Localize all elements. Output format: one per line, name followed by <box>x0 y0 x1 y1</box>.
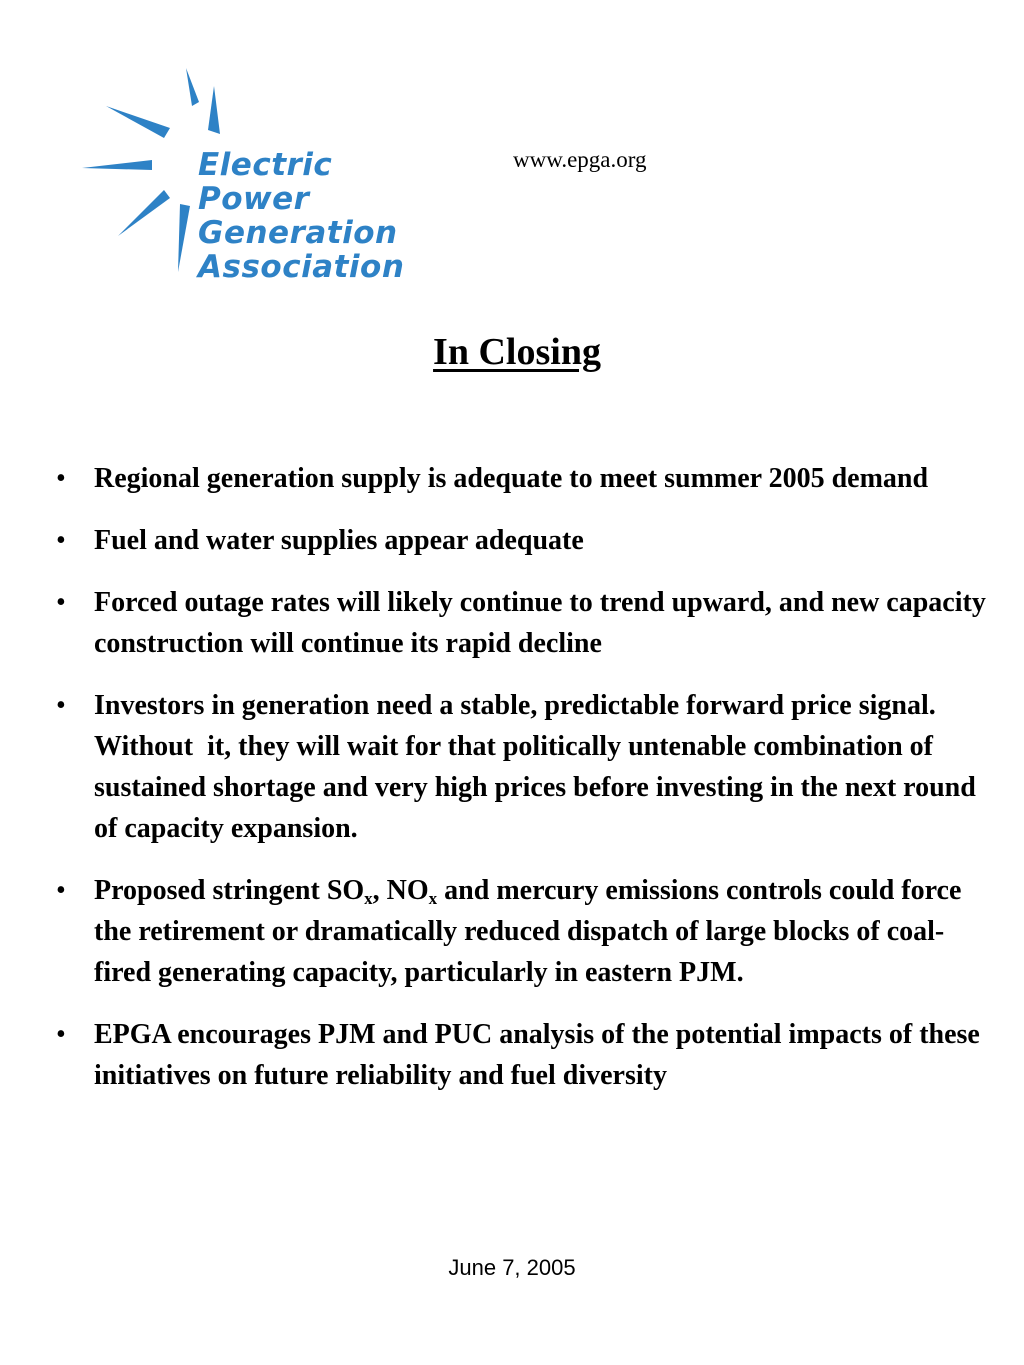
epga-logo <box>78 64 448 285</box>
bullet-item <box>56 1014 986 1096</box>
bullet-text-prefix: Proposed stringent SO <box>94 875 365 906</box>
logo-wordmark <box>198 148 404 284</box>
bullet-text: Fuel and water supplies appear adequate <box>94 525 584 556</box>
bullet-text: Forced outage rates will likely continue to trend upward, and new capacity construction will continue its rapid decline <box>94 587 986 659</box>
bullet-text-middle: , NO <box>372 875 429 906</box>
footer-date: June 7, 2005 <box>448 1255 576 1280</box>
bullet-icon: • <box>56 587 66 618</box>
bullet-text: EPGA encourages PJM and PUC analysis of the potential impacts of these initiatives on future reliability and fuel diversity <box>94 1019 980 1091</box>
bullet-icon: • <box>56 690 66 721</box>
logo-line-generation: Generation <box>198 215 398 251</box>
site-url: www.epga.org <box>513 147 647 172</box>
bullet-text <box>94 875 961 988</box>
bullet-icon: • <box>56 463 66 494</box>
bullet-text: Investors in generation need a stable, predictable forward price signal. Without it, they will wait for that politically untenable combination of sustained shortage and very high prices before investing in the next round of capacity expansion. <box>94 690 983 844</box>
bullet-item <box>56 870 986 993</box>
subscript-x: x <box>364 889 373 908</box>
bullet-text: Regional generation supply is adequate to meet summer 2005 demand <box>94 463 929 494</box>
page-title: In Closing <box>433 331 601 373</box>
bullet-item <box>56 520 986 561</box>
bullet-item <box>56 458 986 499</box>
bullet-list <box>56 458 986 1117</box>
bullet-icon: • <box>56 875 66 906</box>
bullet-text-suffix: and mercury emissions controls could force the retirement or dramatically reduced dispatch of large blocks of coal-fired generating capacity, particularly in eastern PJM. <box>94 875 962 988</box>
logo-line-power: Power <box>198 181 310 217</box>
bullet-item <box>56 685 986 849</box>
bullet-icon: • <box>56 525 66 556</box>
subscript-x: x <box>428 889 438 908</box>
bullet-item <box>56 582 986 664</box>
logo-line-electric: Electric <box>198 147 333 183</box>
bullet-icon: • <box>56 1019 66 1050</box>
logo-line-association: Association <box>198 249 405 285</box>
